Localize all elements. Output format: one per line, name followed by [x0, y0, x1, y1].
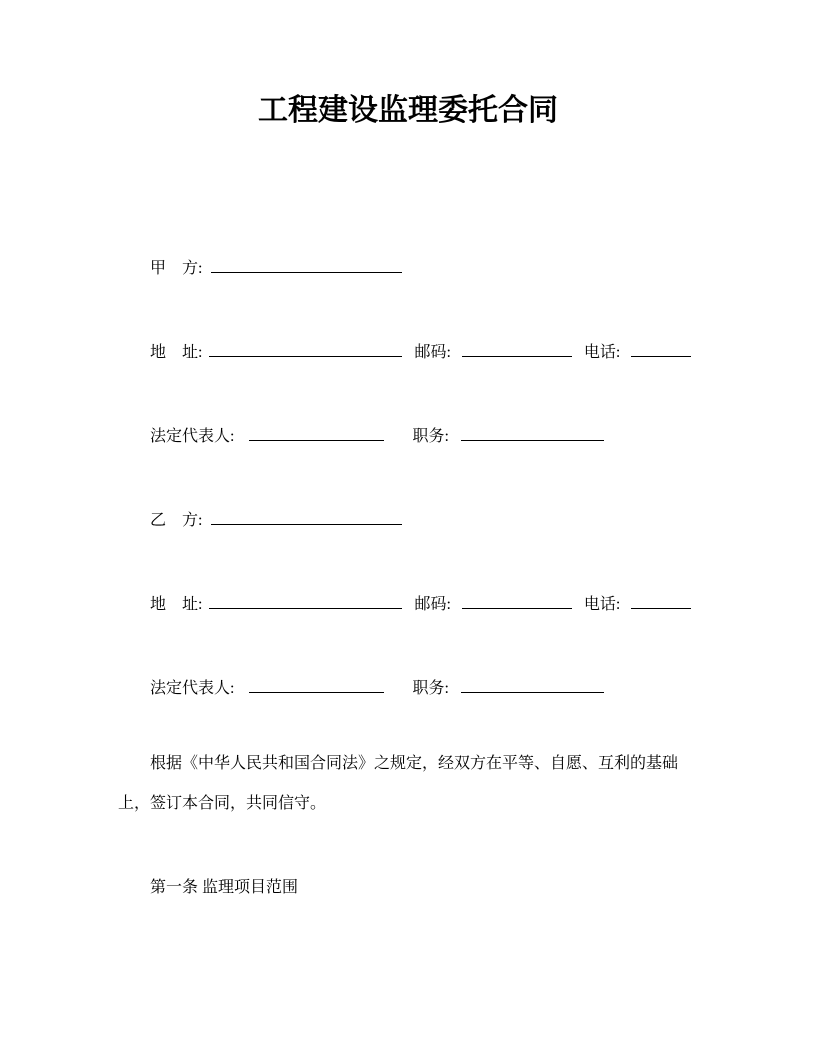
party-b-name-label: 乙 方:	[150, 512, 203, 529]
party-a-legal-rep-label: 法定代表人:	[150, 428, 235, 445]
party-b-address-row	[118, 591, 698, 611]
party-a-phone-field[interactable]	[631, 339, 691, 357]
party-a-postcode-label: 邮码:	[414, 344, 451, 361]
party-a-address-label: 地 址:	[150, 344, 203, 361]
party-b-legal-rep-field[interactable]	[249, 675, 384, 693]
party-b-legal-rep-row	[118, 675, 698, 695]
party-a-address-field[interactable]	[209, 339, 402, 357]
party-a-position-field[interactable]	[461, 423, 604, 441]
party-a-postcode-field[interactable]	[462, 339, 572, 357]
preamble-paragraph: 根据《中华人民共和国合同法》之规定，经双方在平等、自愿、互利的基础上，签订本合同，共同信守。	[118, 755, 679, 812]
party-b-name-row	[118, 507, 698, 527]
party-a-name-field[interactable]	[211, 255, 402, 273]
party-a-name-label: 甲 方:	[150, 260, 203, 277]
party-b-postcode-field[interactable]	[462, 591, 572, 609]
party-b-postcode-label: 邮码:	[414, 596, 451, 613]
party-b-legal-rep-label: 法定代表人:	[150, 680, 235, 697]
party-b-name-field[interactable]	[211, 507, 402, 525]
party-a-legal-rep-row	[118, 423, 698, 443]
article-1-heading: 第一条 监理项目范围	[150, 879, 299, 896]
party-a-legal-rep-field[interactable]	[249, 423, 384, 441]
document-title: 工程建设监理委托合同	[258, 94, 558, 127]
party-b-position-field[interactable]	[461, 675, 604, 693]
party-a-address-row	[118, 339, 698, 359]
party-b-address-field[interactable]	[209, 591, 402, 609]
party-b-phone-label: 电话:	[583, 596, 621, 613]
party-a-phone-label: 电话:	[583, 344, 621, 361]
party-a-position-label: 职务:	[412, 428, 449, 445]
page-content	[118, 93, 698, 898]
party-b-address-label: 地 址:	[150, 596, 203, 613]
party-a-name-row	[118, 255, 698, 275]
party-b-phone-field[interactable]	[631, 591, 691, 609]
party-b-position-label: 职务:	[412, 680, 449, 697]
